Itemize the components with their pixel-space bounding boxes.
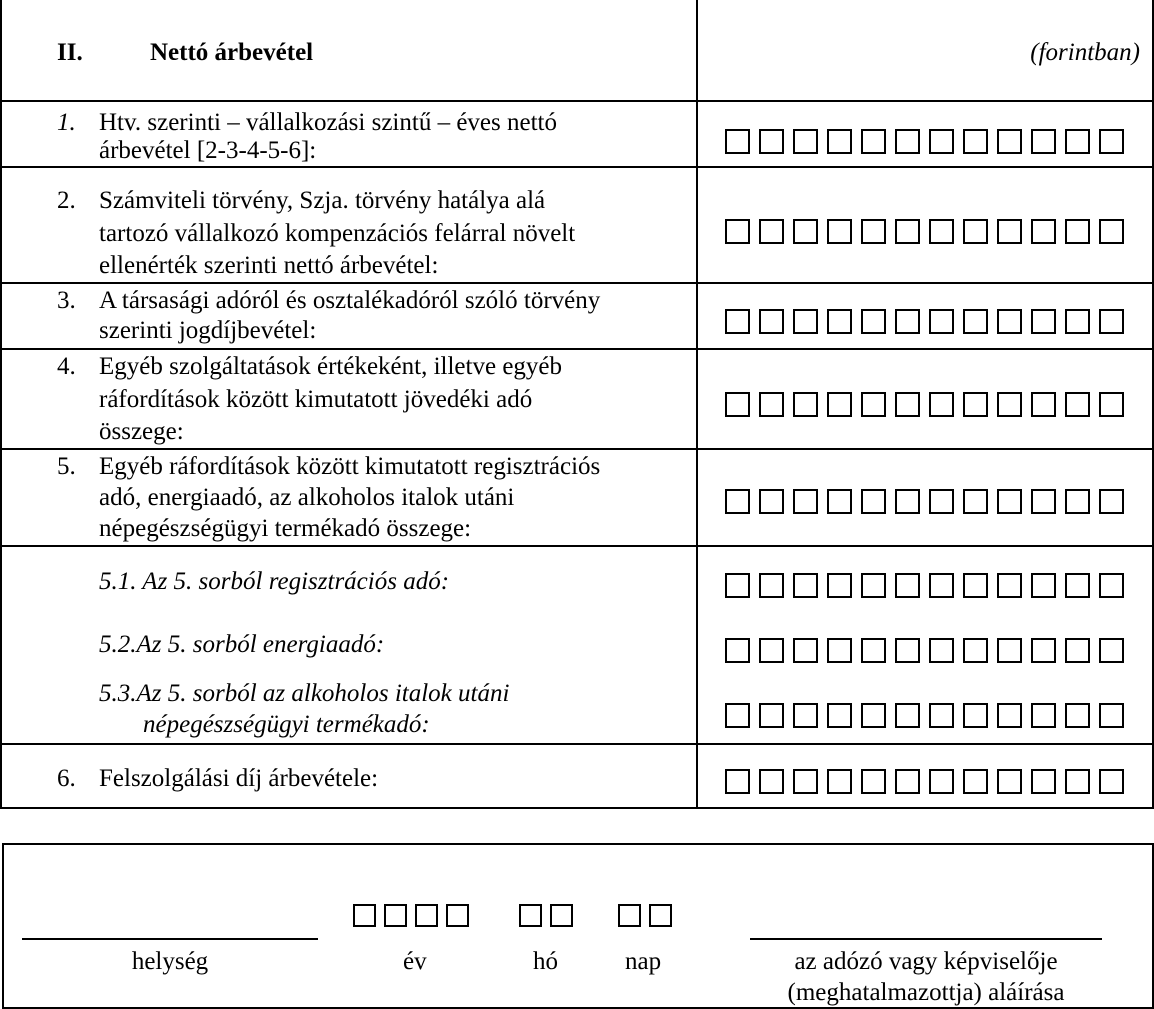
unit-label: (forintban) [1030, 39, 1140, 66]
amount-digit-box[interactable] [793, 703, 818, 728]
year-label: év [403, 948, 427, 975]
row-label-line: szerinti jogdíjbevétel: [99, 317, 317, 344]
table-middle-divider [696, 0, 698, 809]
year-digit-box[interactable] [415, 904, 438, 927]
amount-digit-box[interactable] [793, 573, 818, 598]
day-digit-box[interactable] [649, 904, 672, 927]
amount-digit-box[interactable] [997, 703, 1022, 728]
row-label-line: A társasági adóról és osztalékadóról szóló törvény [99, 287, 601, 314]
amount-digit-box[interactable] [929, 573, 954, 598]
amount-digit-box[interactable] [1031, 573, 1056, 598]
amount-digit-box[interactable] [725, 703, 750, 728]
row-label-line: összege: [99, 418, 184, 445]
amount-digit-box[interactable] [793, 489, 818, 514]
amount-digit-box[interactable] [827, 769, 852, 794]
amount-digit-box[interactable] [1031, 769, 1056, 794]
amount-digit-box[interactable] [793, 638, 818, 663]
amount-digit-box[interactable] [1065, 219, 1090, 244]
amount-digit-box[interactable] [759, 703, 784, 728]
amount-digit-box[interactable] [963, 638, 988, 663]
place-label: helység [131, 948, 209, 975]
amount-input-row-4[interactable] [725, 392, 1124, 417]
amount-digit-box[interactable] [963, 392, 988, 417]
amount-digit-box[interactable] [1099, 129, 1124, 154]
amount-digit-box[interactable] [963, 769, 988, 794]
amount-input-row-5-1[interactable] [725, 573, 1124, 598]
amount-digit-box[interactable] [929, 219, 954, 244]
amount-digit-box[interactable] [759, 769, 784, 794]
section-title: Nettó árbevétel [150, 39, 314, 66]
amount-digit-box[interactable] [759, 392, 784, 417]
amount-digit-box[interactable] [1031, 219, 1056, 244]
amount-digit-box[interactable] [861, 703, 886, 728]
row-number: 1. [57, 109, 76, 136]
amount-digit-box[interactable] [929, 392, 954, 417]
amount-digit-box[interactable] [963, 129, 988, 154]
amount-digit-box[interactable] [725, 769, 750, 794]
table-left-border [0, 0, 2, 809]
amount-digit-box[interactable] [1099, 219, 1124, 244]
amount-digit-box[interactable] [929, 703, 954, 728]
amount-digit-box[interactable] [725, 309, 750, 334]
amount-digit-box[interactable] [759, 573, 784, 598]
row-number: 6. [57, 765, 76, 792]
amount-digit-box[interactable] [895, 769, 920, 794]
amount-digit-box[interactable] [759, 219, 784, 244]
amount-digit-box[interactable] [827, 219, 852, 244]
row-label-line: Egyéb ráfordítások között kimutatott regisztrációs [99, 453, 601, 480]
amount-input-row-5[interactable] [725, 489, 1124, 514]
amount-digit-box[interactable] [997, 573, 1022, 598]
amount-digit-box[interactable] [861, 309, 886, 334]
amount-digit-box[interactable] [895, 573, 920, 598]
signature-label-line1: az adózó vagy képviselője [794, 948, 1058, 975]
amount-digit-box[interactable] [929, 769, 954, 794]
amount-digit-box[interactable] [1031, 489, 1056, 514]
amount-digit-box[interactable] [1065, 392, 1090, 417]
amount-digit-box[interactable] [725, 638, 750, 663]
amount-input-row-3[interactable] [725, 309, 1124, 334]
amount-digit-box[interactable] [929, 638, 954, 663]
row-number: 4. [57, 353, 76, 380]
amount-digit-box[interactable] [793, 769, 818, 794]
amount-digit-box[interactable] [827, 309, 852, 334]
sub-row-label: 5.3.Az 5. sorból az alkoholos italok utáni [99, 680, 510, 707]
amount-digit-box[interactable] [793, 392, 818, 417]
day-label: nap [625, 948, 662, 975]
row-label-line: adó, energiaadó, az alkoholos italok utáni [99, 484, 515, 511]
amount-digit-box[interactable] [1065, 129, 1090, 154]
sub-row-label: 5.1. Az 5. sorból regisztrációs adó: [99, 568, 450, 595]
amount-digit-box[interactable] [963, 703, 988, 728]
row-label-line: Htv. szerinti – vállalkozási szintű – éves nettó [99, 109, 557, 136]
amount-digit-box[interactable] [895, 309, 920, 334]
amount-digit-box[interactable] [725, 129, 750, 154]
amount-digit-box[interactable] [1065, 573, 1090, 598]
amount-input-row-1[interactable] [725, 129, 1124, 154]
row-label-line: ráfordítások között kimutatott jövedéki adó [99, 386, 533, 413]
amount-digit-box[interactable] [725, 392, 750, 417]
amount-digit-box[interactable] [963, 219, 988, 244]
month-digit-box[interactable] [519, 904, 542, 927]
signature-label-line2: (meghatalmazottja) aláírása [787, 979, 1065, 1006]
amount-digit-box[interactable] [1099, 769, 1124, 794]
amount-digit-box[interactable] [963, 309, 988, 334]
amount-digit-box[interactable] [793, 219, 818, 244]
amount-digit-box[interactable] [997, 392, 1022, 417]
row-divider [0, 743, 1154, 745]
amount-digit-box[interactable] [827, 392, 852, 417]
amount-digit-box[interactable] [759, 638, 784, 663]
amount-digit-box[interactable] [997, 309, 1022, 334]
amount-digit-box[interactable] [827, 573, 852, 598]
day-digit-box[interactable] [618, 904, 641, 927]
month-input[interactable] [519, 904, 581, 927]
year-digit-box[interactable] [446, 904, 469, 927]
amount-digit-box[interactable] [861, 489, 886, 514]
amount-digit-box[interactable] [963, 573, 988, 598]
amount-digit-box[interactable] [725, 489, 750, 514]
amount-digit-box[interactable] [827, 638, 852, 663]
amount-digit-box[interactable] [929, 129, 954, 154]
amount-digit-box[interactable] [861, 638, 886, 663]
amount-digit-box[interactable] [895, 392, 920, 417]
amount-digit-box[interactable] [1099, 638, 1124, 663]
amount-digit-box[interactable] [759, 309, 784, 334]
row-divider [0, 100, 1154, 102]
amount-digit-box[interactable] [793, 129, 818, 154]
amount-digit-box[interactable] [1099, 573, 1124, 598]
amount-digit-box[interactable] [1099, 309, 1124, 334]
amount-digit-box[interactable] [861, 392, 886, 417]
amount-digit-box[interactable] [997, 489, 1022, 514]
amount-digit-box[interactable] [929, 489, 954, 514]
row-label-line: árbevétel [2-3-4-5-6]: [99, 137, 317, 164]
place-line [22, 938, 318, 940]
amount-digit-box[interactable] [963, 489, 988, 514]
row-number: 2. [57, 187, 76, 214]
amount-digit-box[interactable] [1065, 703, 1090, 728]
row-label-line: Felszolgálási díj árbevétele: [99, 765, 379, 792]
amount-digit-box[interactable] [1031, 392, 1056, 417]
amount-digit-box[interactable] [793, 309, 818, 334]
amount-digit-box[interactable] [997, 219, 1022, 244]
amount-digit-box[interactable] [895, 129, 920, 154]
amount-input-row-6[interactable] [725, 769, 1124, 794]
row-label-line: Egyéb szolgáltatások értékeként, illetve egyéb [99, 353, 563, 380]
row-label-line: ellenérték szerinti nettó árbevétel: [99, 252, 439, 279]
amount-digit-box[interactable] [1031, 703, 1056, 728]
amount-digit-box[interactable] [861, 129, 886, 154]
section-number: II. [57, 39, 83, 66]
amount-digit-box[interactable] [1099, 392, 1124, 417]
amount-digit-box[interactable] [895, 638, 920, 663]
sub-row-label: népegészségügyi termékadó: [143, 711, 430, 738]
amount-digit-box[interactable] [759, 489, 784, 514]
amount-digit-box[interactable] [827, 703, 852, 728]
amount-digit-box[interactable] [759, 129, 784, 154]
amount-digit-box[interactable] [725, 573, 750, 598]
month-digit-box[interactable] [550, 904, 573, 927]
amount-digit-box[interactable] [997, 638, 1022, 663]
amount-digit-box[interactable] [1065, 769, 1090, 794]
amount-digit-box[interactable] [1099, 489, 1124, 514]
row-divider [0, 545, 1154, 547]
amount-digit-box[interactable] [827, 129, 852, 154]
row-number: 3. [57, 287, 76, 314]
amount-digit-box[interactable] [1031, 129, 1056, 154]
row-label-line: Számviteli törvény, Szja. törvény hatálya alá [99, 187, 546, 214]
amount-input-row-5-2[interactable] [725, 638, 1124, 663]
day-input[interactable] [618, 904, 680, 927]
amount-digit-box[interactable] [725, 219, 750, 244]
amount-digit-box[interactable] [1031, 309, 1056, 334]
year-input[interactable] [353, 904, 477, 927]
amount-digit-box[interactable] [895, 489, 920, 514]
amount-digit-box[interactable] [861, 573, 886, 598]
year-digit-box[interactable] [384, 904, 407, 927]
amount-digit-box[interactable] [895, 219, 920, 244]
year-digit-box[interactable] [353, 904, 376, 927]
amount-input-row-2[interactable] [725, 219, 1124, 244]
row-label-line: népegészségügyi termékadó összege: [99, 515, 472, 542]
month-label: hó [533, 948, 558, 975]
amount-digit-box[interactable] [1065, 489, 1090, 514]
amount-digit-box[interactable] [1065, 309, 1090, 334]
amount-digit-box[interactable] [827, 489, 852, 514]
amount-digit-box[interactable] [1065, 638, 1090, 663]
sub-row-label: 5.2.Az 5. sorból energiaadó: [99, 631, 385, 658]
amount-digit-box[interactable] [1031, 638, 1056, 663]
row-label-line: tartozó vállalkozó kompenzációs felárral növelt [99, 220, 576, 247]
amount-digit-box[interactable] [929, 309, 954, 334]
amount-digit-box[interactable] [895, 703, 920, 728]
amount-digit-box[interactable] [861, 769, 886, 794]
amount-digit-box[interactable] [997, 769, 1022, 794]
amount-digit-box[interactable] [861, 219, 886, 244]
row-number: 5. [57, 453, 76, 480]
amount-digit-box[interactable] [997, 129, 1022, 154]
amount-input-row-5-3[interactable] [725, 703, 1124, 728]
table-bottom-border [0, 807, 1154, 809]
amount-digit-box[interactable] [1099, 703, 1124, 728]
signature-line [750, 938, 1102, 940]
